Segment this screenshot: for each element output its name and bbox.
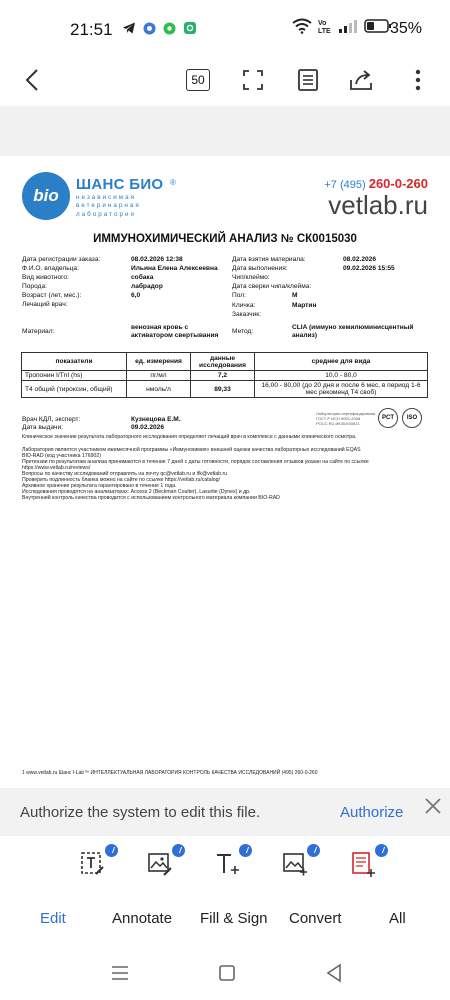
results-table: [21, 352, 428, 398]
note-line: Исследования проводятся на анализаторах: Access 2 (Beckman Coulter), Lasurite (Dynex) и др.: [22, 489, 251, 495]
more-vert-icon: [415, 68, 421, 92]
note-line: Внутренний контроль качества проводится с использованием контрольного материала компании BIO-RAD: [22, 495, 280, 501]
status-time: 21:51: [70, 20, 113, 39]
add-page-tool[interactable]: [350, 850, 380, 880]
table-cell: Тропонин I/TnI (hs): [22, 371, 127, 381]
table-cell: 10,0 - 80,0: [255, 371, 428, 381]
reader-mode-button[interactable]: [290, 62, 326, 98]
text-edit-tool[interactable]: [80, 850, 110, 880]
battery-icon: [364, 18, 392, 34]
field-label: Ф.И.О. владельца:: [22, 265, 79, 272]
svg-text:Vo: Vo: [318, 20, 327, 27]
note-line: BIO-RAD (код участника 176902): [22, 453, 102, 459]
battery-percent: 35%: [390, 20, 423, 37]
edit-tools: [0, 840, 450, 890]
tab-annotate[interactable]: Annotate: [112, 910, 173, 927]
fullscreen-button[interactable]: [235, 62, 271, 98]
image-edit-tool[interactable]: [147, 850, 177, 880]
analysis-title: ИММУНОХИМИЧЕСКИЙ АНАЛИЗ № СК0015030: [93, 233, 357, 245]
field-label: Дата регистрации заказа:: [22, 256, 101, 263]
add-page-icon: [350, 850, 376, 878]
store-notification-icon: [183, 21, 197, 35]
bottom-tabs: [0, 896, 450, 942]
field-label: Лечащий врач:: [22, 301, 68, 308]
issue-date-value: 09.02.2026: [131, 424, 165, 431]
note-line: Клиническое значение результата лабораторного исследования определяет лечащий врач в комплексе с данными клинического осмотра.: [22, 434, 357, 440]
home-nav-icon[interactable]: [218, 964, 236, 982]
issue-date-label: Дата выдачи:: [22, 424, 63, 431]
status-bar: [0, 0, 450, 56]
lab-website: vetlab.ru: [328, 190, 428, 220]
viewer-toolbar: [0, 56, 450, 106]
page-count: 50: [186, 69, 210, 91]
registered-mark: ®: [170, 178, 176, 187]
system-nav-bar: [0, 948, 450, 1000]
brand-subtitle: независимая ветеринарная лаборатория: [76, 194, 141, 218]
column-header: показатели: [22, 353, 127, 371]
add-text-tool[interactable]: [214, 850, 244, 880]
notification-icons: [122, 21, 197, 35]
table-cell: 16,00 - 80,00 (до 20 дня и после 6 мес, в период 1-6 мес рекоменд T4 своб): [255, 381, 428, 398]
page-gap: [0, 106, 450, 156]
table-row: [22, 371, 428, 381]
doctor-value: Кузнецова Е.М.: [131, 416, 181, 423]
note-line: Проверить подлинность бланка можно на сайте по ссылке https://vetlab.ru/catalog/: [22, 477, 220, 483]
field-label: Кличка:: [232, 302, 256, 309]
lab-phone: +7 (495) 260-0-260: [324, 176, 428, 191]
field-label: Порода:: [22, 283, 47, 290]
share-button[interactable]: [344, 62, 380, 98]
field-label: Дата выполнения:: [232, 265, 288, 272]
note-line: Архивное хранение результата гарантировано в течение 1 года.: [22, 483, 177, 489]
note-line: Вопросы по качеству исследований отправлять на почту qc@vetlab.ru и ifk@vetlab.ru: [22, 471, 228, 477]
back-button[interactable]: [14, 62, 50, 98]
field-value: 08.02.2026 12:38: [131, 256, 183, 263]
certification-text: Лаборатория сертифицирована ГОСТ Р ИСО 9001-2008 РОСС RU.ИК35.К00021: [316, 411, 376, 426]
share-icon: [349, 68, 375, 92]
app-notification-icon: [143, 22, 156, 35]
field-value: лабрадор: [131, 283, 163, 290]
column-header: ед. измерения: [127, 353, 191, 371]
table-header-row: [22, 353, 428, 371]
note-line: Лаборатория является участником ежемесячной программы «Иммунохимия» внешней оценки качества лабораторных исследований EQAS: [22, 447, 361, 453]
gost-cert-icon: PCT: [378, 408, 398, 428]
tab-convert[interactable]: Convert: [289, 910, 342, 927]
premium-badge: [375, 844, 388, 857]
field-value: 6,0: [131, 292, 141, 299]
premium-badge: [172, 844, 185, 857]
authorize-message: Authorize the system to edit this file.: [20, 804, 261, 821]
back-arrow-icon: [24, 68, 40, 92]
telegram-icon: [122, 21, 136, 35]
tab-edit[interactable]: Edit: [40, 910, 66, 927]
method-label: Метод:: [232, 328, 254, 335]
add-image-icon: [282, 850, 308, 878]
field-label: Дата взятия материала:: [232, 256, 306, 263]
table-cell: 7,2: [191, 371, 255, 381]
menu-nav-icon[interactable]: [110, 964, 130, 982]
table-row: [22, 381, 428, 398]
field-label: Дата сверки чипа/клейма:: [232, 283, 312, 290]
field-value: М: [292, 292, 298, 299]
field-value: 08.02.2026: [343, 256, 377, 263]
brand-name: ШАНС БИО: [76, 176, 164, 193]
page-footer: 1 www.vetlab.ru Шанс I-Lab™ ИНТЕЛЛЕКТУАЛЬНАЯ ЛАБОРАТОРИЯ КОНТРОЛЬ КАЧЕСТВА ИССЛЕДОВАНИЙ (495) 260-0-260: [22, 770, 318, 776]
premium-badge: [105, 844, 118, 857]
close-icon[interactable]: [423, 796, 443, 816]
tab-fill-sign[interactable]: Fill & Sign: [200, 910, 268, 927]
more-button[interactable]: [400, 62, 436, 98]
document-page[interactable]: [0, 156, 450, 788]
field-value: собака: [131, 274, 154, 281]
back-nav-icon[interactable]: [325, 963, 343, 983]
svg-text:LTE: LTE: [318, 28, 331, 34]
lab-logo: bio: [22, 172, 70, 220]
premium-badge: [239, 844, 252, 857]
column-header: данные исследования: [191, 353, 255, 371]
note-line: https://www.vetlab.ru/reviews/: [22, 465, 91, 471]
material-label: Материал:: [22, 328, 55, 335]
doctor-label: Врач КДЛ, эксперт:: [22, 416, 81, 423]
page-count-button[interactable]: [180, 62, 216, 98]
field-value: Мартин: [292, 302, 317, 309]
column-header: среднее для вида: [255, 353, 428, 371]
text-edit-icon: [80, 850, 106, 878]
lte-icon: [318, 18, 332, 34]
note-line: Претензии по результатам анализа принимаются в течение 7 дней с даты готовности, порядок составления отзывов указан на сайте по ссылке: [22, 459, 369, 465]
table-cell: пг/мл: [127, 371, 191, 381]
fullscreen-icon: [242, 68, 264, 92]
wifi-icon: [292, 18, 312, 34]
chat-notification-icon: [163, 22, 176, 35]
reader-mode-icon: [297, 68, 319, 92]
field-label: Пол:: [232, 292, 246, 299]
table-cell: нмоль/л: [127, 381, 191, 398]
add-text-icon: [214, 850, 240, 878]
field-label: Заказчик:: [232, 311, 261, 318]
material-value: венозная кровь с активатором свертывания: [131, 324, 219, 339]
authorize-button[interactable]: Authorize: [340, 804, 404, 821]
tab-all[interactable]: All: [389, 910, 406, 927]
authorize-banner: [0, 788, 450, 836]
method-value: CLIA (иммуно хемилюминисцентный анализ): [292, 324, 414, 339]
system-icons: [292, 18, 392, 34]
field-label: Вид животного:: [22, 274, 69, 281]
signal-icon: [338, 18, 358, 34]
iso-cert-icon: ISO: [402, 408, 422, 428]
field-value: Ильина Елена Алексеевна: [131, 265, 218, 272]
premium-badge: [307, 844, 320, 857]
field-label: Чип/клеймо:: [232, 274, 270, 281]
image-edit-icon: [147, 850, 173, 878]
add-image-tool[interactable]: [282, 850, 312, 880]
field-value: 09.02.2026 15:55: [343, 265, 395, 272]
field-label: Возраст (лет, мес.):: [22, 292, 82, 299]
table-cell: T4 общий (тироксин, общий): [22, 381, 127, 398]
table-cell: 89,33: [191, 381, 255, 398]
